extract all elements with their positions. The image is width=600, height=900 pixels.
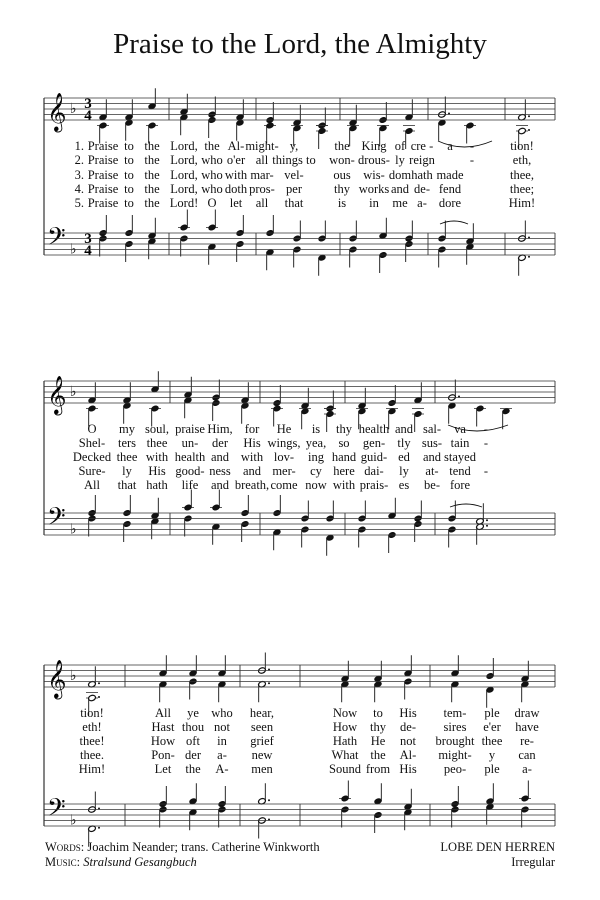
words-label: Words: [45,840,85,854]
lyric-syllable: cy [310,464,322,478]
lyric-syllable: made [436,168,464,182]
dot [528,129,530,131]
lyric-syllable: not [214,720,230,734]
lyric-syllable: at- [425,464,439,478]
lyric-syllable: seen [250,720,274,734]
lyric-syllable: of [394,139,406,153]
lyric-syllable: ed [398,450,410,464]
lyric-syllable: per [286,182,302,196]
lyric-syllable: Sure- [78,464,106,478]
time-signature-bottom: 4 [84,243,92,259]
slur [440,221,468,224]
lyric-syllable: oft [186,734,200,748]
lyric-syllable: Hast [151,720,175,734]
lyric-syllable: to [373,706,383,720]
lyric-syllable: pros- [249,182,275,196]
flat-icon: ♭ [70,241,77,258]
lyric-syllable: dore [438,196,462,210]
lyric-syllable: won- [329,153,355,167]
lyric-syllable: who [201,168,223,182]
lyric-syllable: who [201,182,223,196]
lyric-syllable: thee, [510,168,534,182]
verse-line-5 [84,478,471,492]
lyric-syllable: Him! [78,762,106,776]
lyric-syllable: Pon- [151,748,175,762]
lyric-syllable: dai- [364,464,384,478]
lyric-syllable: here [333,464,355,478]
lyric-syllable: He [276,422,292,436]
lyric-syllable: y, [289,139,299,153]
lyric-syllable: - [469,139,475,153]
lyric-syllable: the [144,139,160,153]
lyric-syllable: from [365,762,391,776]
dot [98,696,100,698]
lyric-syllable: to [124,139,134,153]
lyric-syllable: dom [388,168,412,182]
lyric-syllable: A- [215,762,229,776]
lyric-syllable: - [483,436,489,450]
lyric-syllable: with [240,450,264,464]
lyric-syllable: to [124,196,134,210]
lyric-syllable: come [270,478,298,492]
lyric-syllable: All [155,706,171,720]
verse-line-4 [78,464,488,478]
words-credit: Joachim Neander; trans. Catherine Winkworth [87,840,320,854]
verse-line-2 [75,153,532,167]
treble-staff [44,665,555,687]
lyric-syllable: all [255,153,269,167]
lyric-syllable: He [370,734,386,748]
verse-line-1 [75,139,534,153]
lyric-syllable: with [145,450,169,464]
lyric-syllable: is [337,196,347,210]
lyric-syllable: His [399,762,417,776]
lyric-syllable: in [369,196,379,210]
lyric-syllable: peo- [443,762,467,776]
lyric-syllable: that [284,196,304,210]
lyric-syllable: ly [122,464,132,478]
lyric-syllable: hath [146,478,168,492]
lyric-syllable: so [338,436,350,450]
lyric-syllable: grief [250,734,274,748]
lyric-syllable: is [311,422,321,436]
lyric-syllable: prais- [359,478,389,492]
dot [528,256,530,258]
lyric-syllable: Praise [87,168,119,182]
lyric-syllable: breath, [234,478,270,492]
lyric-syllable: might- [438,748,472,762]
lyric-syllable: the [204,139,220,153]
lyric-syllable: mer- [272,464,296,478]
verse-line-3 [75,168,534,182]
verse-line-5 [79,762,532,776]
bass-clef-icon: 𝄢 [47,793,66,827]
slur [438,141,492,147]
tune-name: LOBE DEN HERREN [440,840,555,854]
lyric-syllable: drous- [358,153,390,167]
lyric-syllable: to [124,182,134,196]
lyric-syllable: life [181,478,199,492]
flat-icon: ♭ [70,812,77,829]
verse-line-1 [80,706,539,720]
lyric-syllable: Praise [87,153,119,167]
lyric-syllable: What [331,748,359,762]
lyric-syllable: Al- [399,748,417,762]
tune-info [440,840,555,870]
lyric-syllable: ing [308,450,324,464]
treble-staff [44,98,555,120]
lyric-syllable: and [390,182,410,196]
verse-number: 3. [74,168,84,182]
lyric-syllable: der [185,748,201,762]
lyric-syllable: Lord, [170,153,198,167]
lyric-syllable: guid- [360,450,388,464]
lyric-syllable: Shel- [78,436,106,450]
verse-line-4 [75,182,535,196]
lyric-syllable: thee [481,734,503,748]
system-2 [44,371,555,556]
lyric-syllable: thee. [80,748,104,762]
hymn-title: Praise to the Lord, the Almighty [113,28,487,60]
lyric-syllable: things to [272,153,316,167]
credits [45,840,320,870]
flat-icon: ♭ [70,101,77,117]
lyric-syllable: to [124,153,134,167]
flat-icon: ♭ [70,384,77,400]
lyric-syllable: health [358,422,390,436]
verse-line-2 [82,720,539,734]
lyric-syllable: be- [424,478,440,492]
lyric-syllable: O [87,422,97,436]
lyric-syllable: King [361,139,387,153]
lyric-syllable: the [185,762,201,776]
lyric-syllable: Him! [508,196,536,210]
verse-line-4 [80,748,536,762]
lyric-syllable: tly [397,436,411,450]
lyric-syllable: Al- [227,139,245,153]
lyric-syllable: and [210,478,230,492]
dot [528,115,530,117]
lyric-syllable: that [117,478,137,492]
verse-number: 4. [74,182,84,196]
lyric-syllable: now [305,478,327,492]
lyric-syllable: Praise [87,139,119,153]
lyric-syllable: fend [438,182,462,196]
lyric-syllable: His [243,436,261,450]
bass-staff [44,804,555,826]
dot [98,827,100,829]
lyric-syllable: stayed [444,450,476,464]
lyric-syllable: cre - [410,139,434,153]
lyric-syllable: thee [146,436,168,450]
treble-clef-icon: 𝄞 [47,375,67,414]
verse-line-3 [80,734,534,748]
lyric-syllable: un- [181,436,199,450]
lyric-syllable: let [229,196,243,210]
verse-line-2 [79,436,488,450]
lyric-syllable: tain [450,436,470,450]
lyric-syllable: a- [417,196,427,210]
verse-number: 2. [74,153,84,167]
lyric-syllable: brought [435,734,475,748]
notes [97,88,530,276]
lyric-syllable: eth, [512,153,532,167]
lyric-syllable: His [148,464,166,478]
lyric-syllable: for [244,422,260,436]
lyric-syllable: thou [181,720,205,734]
lyric-syllable: - [483,422,489,436]
lyric-syllable: Hath [332,734,358,748]
verse-number: 5. [74,196,84,210]
lyric-syllable: sal- [422,422,442,436]
dot [486,519,488,521]
lyric-syllable: vel- [284,168,304,182]
lyric-syllable: tion! [510,139,534,153]
lyric-syllable: thy [336,422,352,436]
lyric-syllable: How [150,734,176,748]
lyric-syllable: with [224,168,248,182]
lyric-syllable: sus- [421,436,443,450]
lyric-syllable: ye [187,706,199,720]
lyric-syllable: the [334,139,350,153]
bass-clef-icon: 𝄢 [47,222,66,256]
lyric-syllable: and [242,464,262,478]
lyric-syllable: How [332,720,358,734]
lyric-syllable: re- [520,734,534,748]
verse-line-5 [75,196,536,210]
lyric-syllable: Let [154,762,172,776]
lyric-syllable: a [447,139,453,153]
lyric-syllable: Him, [207,422,233,436]
lyric-syllable: who [211,706,233,720]
lyric-syllable: O [207,196,217,210]
lyric-syllable: the [144,153,160,167]
lyric-syllable: Now [332,706,358,720]
lyric-syllable: tion! [80,706,104,720]
lyric-syllable: and [422,450,442,464]
bass-clef-icon: 𝄢 [47,502,66,536]
time-signature-bottom: 4 [84,108,92,124]
lyric-syllable: Lord, [170,168,198,182]
lyric-syllable: ly [395,153,405,167]
lyric-syllable: hand [331,450,357,464]
lyric-syllable: might- [245,139,279,153]
verse-line-3 [73,450,477,464]
lyric-syllable: Praise [87,182,119,196]
verse-number: 1. [74,139,84,153]
lyric-syllable: the [144,196,160,210]
lyric-syllable: der [212,436,228,450]
lyric-syllable: Lord! [169,196,199,210]
dot [486,525,488,527]
flat-icon: ♭ [70,521,77,538]
lyric-syllable: eth! [82,720,102,734]
lyric-syllable: can [518,748,536,762]
lyric-syllable: with [332,478,356,492]
lyric-syllable: a- [522,762,532,776]
lyric-syllable: a- [217,748,227,762]
lyric-syllable: praise [175,422,205,436]
lyric-syllable: - [469,153,475,167]
time-signature-top: 3 [84,96,92,112]
lyric-syllable: es [398,478,410,492]
lyric-syllable: o'er [226,153,246,167]
lyric-syllable: de- [414,182,430,196]
lyric-syllable: sires [443,720,467,734]
lyric-syllable: ple [484,762,500,776]
lyric-syllable: and [210,450,230,464]
lyric-syllable: ple [484,706,500,720]
lyric-syllable: wings, [267,436,301,450]
lyric-syllable: in [217,734,227,748]
lyric-syllable: Decked [72,450,112,464]
lyric-syllable: tem- [443,706,467,720]
lyric-syllable: Lord, [170,139,198,153]
lyric-syllable: the [370,748,386,762]
lyric-syllable: the [144,168,160,182]
lyric-syllable: hear, [249,706,275,720]
lyric-syllable: to [124,168,134,182]
lyric-syllable: e'er [483,720,501,734]
lyric-syllable: All [84,478,100,492]
lyric-syllable: thee! [79,734,105,748]
lyric-syllable: y [488,748,496,762]
lyric-syllable: ters [117,436,137,450]
lyric-syllable: - [483,464,489,478]
lyric-syllable: tend [449,464,471,478]
music-label: Music: [45,855,81,869]
lyric-syllable: Praise [87,196,119,210]
treble-clef-icon: 𝄞 [47,659,67,698]
bass-staff [44,513,555,535]
meter: Irregular [511,855,555,869]
lyric-syllable: me [392,196,408,210]
dot [268,682,270,684]
lyric-syllable: reign [409,153,435,167]
lyric-syllable: wis- [363,168,385,182]
lyric-syllable: de- [400,720,416,734]
system-1 [44,88,555,276]
dot [268,799,270,801]
lyric-syllable: thee; [509,182,535,196]
lyric-syllable: thee [116,450,138,464]
lyric-syllable: va [454,422,466,436]
lyric-syllable: my [119,422,135,436]
lyric-syllable: mar- [250,168,274,182]
music-credit: Stralsund Gesangbuch [83,855,197,869]
lyric-syllable: ous [333,168,351,182]
lyric-syllable: soul, [145,422,169,436]
lyric-syllable: works [358,182,390,196]
lyric-syllable: ly [399,464,409,478]
lyric-syllable: health [174,450,206,464]
lyric-syllable: good- [175,464,205,478]
lyric-syllable: new [251,748,273,762]
lyric-syllable: have [515,720,539,734]
lyric-syllable: yea, [305,436,327,450]
flat-icon: ♭ [70,668,77,684]
time-signature-top: 3 [84,231,92,247]
lyric-syllable: and [394,422,414,436]
lyric-syllable: thy [370,720,386,734]
lyric-syllable: ness [209,464,231,478]
lyric-syllable: who [201,153,223,167]
lyric-syllable: Lord, [170,182,198,196]
lyric-syllable: all [255,196,269,210]
lyric-syllable: His [399,706,417,720]
dot [98,682,100,684]
lyric-syllable: thy [334,182,350,196]
lyric-syllable: Sound [329,762,361,776]
lyric-syllable: doth [224,182,248,196]
lyric-syllable: lov- [273,450,295,464]
treble-clef-icon: 𝄞 [47,92,67,131]
lyric-syllable: men [251,762,273,776]
lyric-syllable: gen- [362,436,386,450]
lyric-syllable: not [400,734,416,748]
slur [450,504,482,507]
lyric-syllable: hath [411,168,433,182]
treble-staff [44,381,555,403]
lyric-syllable: draw [514,706,540,720]
verse-line-1 [87,422,488,436]
lyric-syllable: the [144,182,160,196]
lyric-syllable: fore [449,478,471,492]
